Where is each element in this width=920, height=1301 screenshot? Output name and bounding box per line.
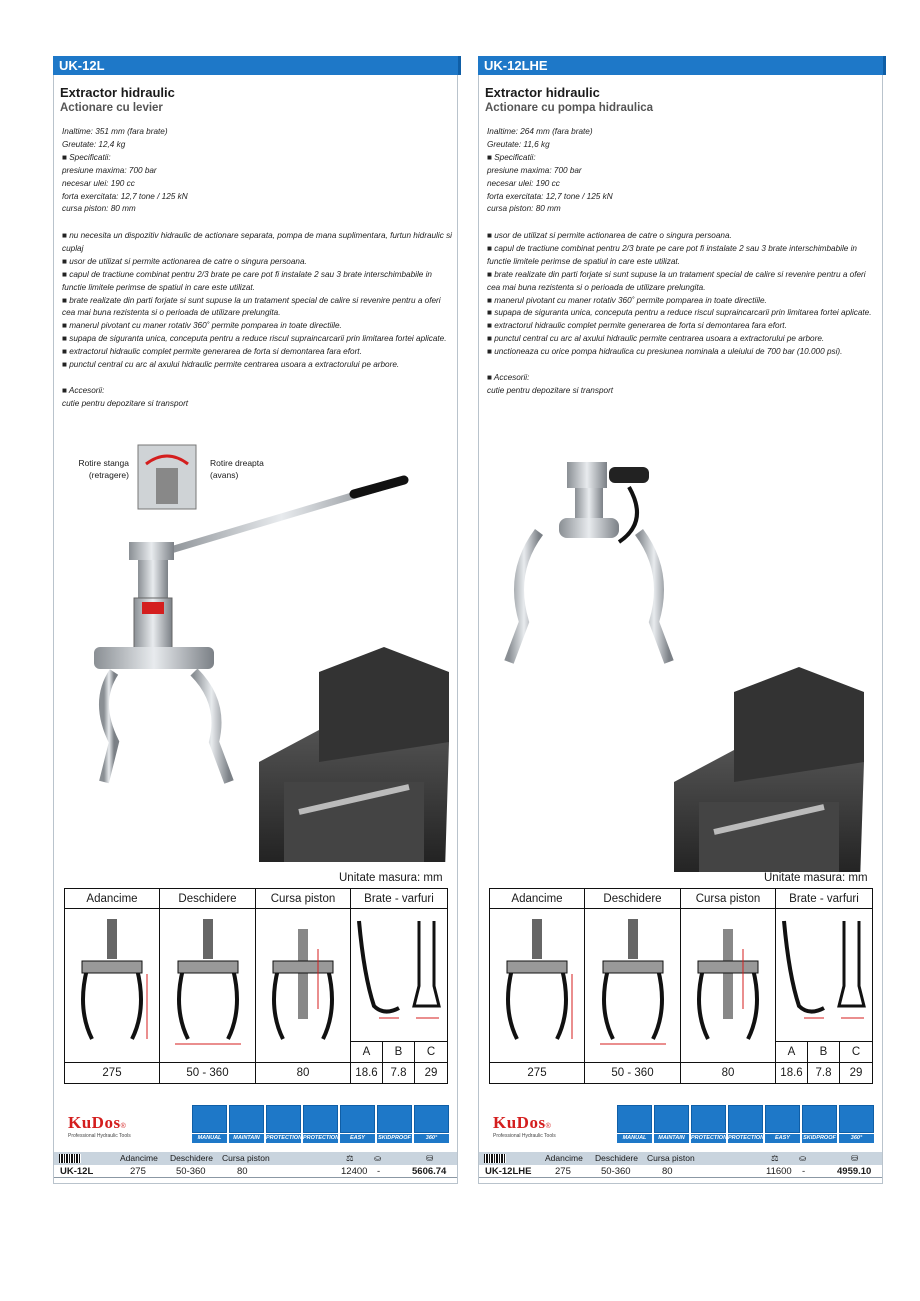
diagram-deschidere xyxy=(585,909,681,1063)
spec-line: forta exercitata: 12,7 tone / 125 kN xyxy=(62,191,188,201)
cylinder-icon: ⛀ xyxy=(799,1153,807,1163)
label-a: A xyxy=(776,1041,808,1062)
col-adancime: Adancime xyxy=(65,889,160,909)
diagram-adancime xyxy=(490,909,585,1063)
product-photo-lever-extractor xyxy=(54,442,457,862)
product-panel-uk12lhe xyxy=(478,56,883,1184)
value-deschidere: 50 - 360 xyxy=(585,1063,681,1084)
value-adancime: 275 xyxy=(490,1063,585,1084)
feature-badges xyxy=(617,1105,874,1143)
weight-icon: ⚖ xyxy=(346,1153,354,1163)
product-code-header: UK-12LHE xyxy=(478,56,883,75)
diagram-cursa xyxy=(681,909,776,1063)
feature-item: ■ usor de utilizat si permite actionarea de catre o singura persoana. xyxy=(62,256,307,266)
coins-icon: ⛁ xyxy=(426,1153,434,1163)
spec-line: ■ Specificatii: xyxy=(62,152,111,162)
value-c: 29 xyxy=(840,1063,873,1084)
feature-item: ■ punctul central cu arc al axului hidraulic permite centrarea usoara a extractorului pe arbore. xyxy=(487,334,825,344)
bottom-cursa: 80 xyxy=(237,1166,248,1177)
bottom-weight: 11600 xyxy=(766,1166,792,1177)
spec-list xyxy=(487,126,879,216)
kudos-logo: KuDos® Professional Hydraulic Tools xyxy=(68,1113,131,1139)
feature-item: ■ brate realizate din parti forjate si sunt supuse la un tratament special de calire si revenire pentru a oferi cea mai buna rezistenta si o perioada de utilizare prelungita. xyxy=(487,269,866,292)
feature-item: ■ nu necesita un dispozitiv hidraulic de actionare separata, pompa de mana suplimentara, furtun hidraulic si cuplaj xyxy=(62,231,452,253)
spec-list xyxy=(62,126,454,216)
feature-item: ■ manerul pivotant cu maner rotativ 360˚ permite pomparea in toate directiile. xyxy=(62,321,342,331)
col-cursa: Cursa piston xyxy=(681,889,776,909)
value-adancime: 275 xyxy=(65,1063,160,1084)
product-subtitle: Actionare cu pompa hidraulica xyxy=(485,102,654,114)
bottom-code: UK-12LHE xyxy=(485,1166,532,1177)
label-b: B xyxy=(808,1041,840,1062)
manual-icon: MANUAL xyxy=(617,1105,652,1143)
weight-icon: ⚖ xyxy=(771,1153,779,1163)
rotation-left-label: Rotire stanga (retragere) xyxy=(78,458,129,480)
spec-line: Greutate: 12,4 kg xyxy=(62,139,126,149)
accessories-label: ■ Accesorii: xyxy=(62,385,105,395)
cylinder-icon: ⛀ xyxy=(374,1153,382,1163)
spec-line: forta exercitata: 12,7 tone / 125 kN xyxy=(487,191,613,201)
diagram-cursa xyxy=(256,909,351,1063)
value-b: 7.8 xyxy=(808,1063,840,1084)
feature-item: ■ manerul pivotant cu maner rotativ 360˚ permite pomparea in toate directiile. xyxy=(487,295,767,305)
value-a: 18.6 xyxy=(776,1063,808,1084)
accessories-text: cutie pentru depozitare si transport xyxy=(62,398,189,408)
feature-item: ■ supapa de siguranta unica, conceputa pentru a reduce riscul supraincarcarii prin limitarea fortei aplicate. xyxy=(62,334,447,344)
spec-line: necesar ulei: 190 cc xyxy=(62,178,135,188)
rotate-360-icon: 360° xyxy=(839,1105,874,1143)
spec-line: cursa piston: 80 mm xyxy=(487,204,561,214)
col-cursa: Cursa piston xyxy=(256,889,351,909)
label-c: C xyxy=(840,1041,873,1062)
skidproof-icon: SKIDPROOF xyxy=(377,1105,412,1143)
barcode-icon xyxy=(59,1154,81,1163)
value-c: 29 xyxy=(415,1063,448,1084)
spec-line: Inaltime: 264 mm (fara brate) xyxy=(487,127,593,136)
accessories-text: cutie pentru depozitare si transport xyxy=(487,385,614,395)
col-brate: Brate - varfuri xyxy=(776,889,873,909)
feature-item: ■ capul de tractiune combinat pentru 2/3 brate pe care pot fi instalate 2 sau 3 brate interschimbabile in functie limitele perimse de spatiul in care este utilizat. xyxy=(487,243,857,266)
value-cursa: 80 xyxy=(256,1063,351,1084)
maintain-icon: MAINTAIN xyxy=(654,1105,689,1143)
product-subtitle: Actionare cu levier xyxy=(60,102,163,114)
diagram-adancime xyxy=(65,909,160,1063)
feature-item: ■ extractorul hidraulic complet permite generarea de forta si demontarea fara efort. xyxy=(62,347,362,357)
feature-item: ■ unctioneaza cu orice pompa hidraulica cu presiunea nominala a uleiului de 700 bar (10.000 psi). xyxy=(487,347,843,357)
bottom-adancime: 275 xyxy=(555,1166,571,1177)
spec-line: Inaltime: 351 mm (fara brate) xyxy=(62,127,168,136)
product-title: Extractor hidraulic xyxy=(60,85,175,100)
feature-badges xyxy=(192,1105,449,1143)
bottom-dash: - xyxy=(802,1166,806,1177)
product-code-header: UK-12L xyxy=(53,56,458,75)
spec-line: cursa piston: 80 mm xyxy=(62,204,136,214)
bottom-weight: 12400 xyxy=(341,1166,368,1177)
hand-protection-icon: PROTECTION xyxy=(728,1105,763,1143)
product-panel-uk12l xyxy=(53,56,458,1184)
unit-label: Unitate masura: mm xyxy=(764,872,868,884)
diagram-brate-varfuri xyxy=(776,909,873,1042)
label-a: A xyxy=(351,1041,383,1062)
bottom-code: UK-12L xyxy=(60,1166,94,1177)
dimensions-table xyxy=(489,888,873,1084)
col-brate: Brate - varfuri xyxy=(351,889,448,909)
col-adancime: Adancime xyxy=(490,889,585,909)
skidproof-icon: SKIDPROOF xyxy=(802,1105,837,1143)
rotation-right-label: Rotire dreapta (avans) xyxy=(210,458,264,480)
accessories-label: ■ Accesorii: xyxy=(487,372,530,382)
product-photo-hydraulic-extractor xyxy=(479,452,882,872)
hand-protection-icon: PROTECTION xyxy=(303,1105,338,1143)
feature-list xyxy=(487,230,881,398)
unit-label: Unitate masura: mm xyxy=(339,872,443,884)
kudos-logo: KuDos® Professional Hydraulic Tools xyxy=(493,1113,556,1139)
value-deschidere: 50 - 360 xyxy=(160,1063,256,1084)
eye-protection-icon: PROTECTION xyxy=(691,1105,726,1143)
bottom-dash: - xyxy=(377,1166,381,1177)
spec-line: presiune maxima: 700 bar xyxy=(62,165,157,175)
value-cursa: 80 xyxy=(681,1063,776,1084)
value-b: 7.8 xyxy=(383,1063,415,1084)
bottom-deschidere: 50-360 xyxy=(176,1166,206,1177)
storage-case-image xyxy=(674,667,864,872)
feature-item: ■ supapa de siguranta unica, conceputa pentru a reduce riscul supraincarcarii prin limitarea fortei aplicate. xyxy=(487,308,872,318)
easy-icon: EASY xyxy=(765,1105,800,1143)
manual-icon: MANUAL xyxy=(192,1105,227,1143)
feature-item: ■ capul de tractiune combinat pentru 2/3 brate pe care pot fi instalate 2 sau 3 brate interschimbabile in functie limitele perimse de spatiul in care este utilizat. xyxy=(62,269,432,292)
label-b: B xyxy=(383,1041,415,1062)
feature-list xyxy=(62,230,456,411)
maintain-icon: MAINTAIN xyxy=(229,1105,264,1143)
feature-item: ■ brate realizate din parti forjate si sunt supuse la un tratament special de calire si revenire pentru a oferi cea mai buna rezistenta si o perioada de utilizare prelungita. xyxy=(62,295,441,318)
feature-item: ■ usor de utilizat si permite actionarea de catre o singura persoana. xyxy=(487,231,732,240)
feature-item: ■ punctul central cu arc al axului hidraulic permite centrarea usoara a extractorului pe arbore. xyxy=(62,360,400,370)
diagram-brate-varfuri xyxy=(351,909,448,1042)
dimensions-table xyxy=(64,888,448,1084)
storage-case-image xyxy=(259,647,449,862)
col-deschidere: Deschidere xyxy=(160,889,256,909)
easy-icon: EASY xyxy=(340,1105,375,1143)
eye-protection-icon: PROTECTION xyxy=(266,1105,301,1143)
product-title: Extractor hidraulic xyxy=(485,85,600,100)
feature-item: ■ extractorul hidraulic complet permite generarea de forta si demontarea fara efort. xyxy=(487,321,787,331)
diagram-deschidere xyxy=(160,909,256,1063)
label-c: C xyxy=(415,1041,448,1062)
brand-row xyxy=(479,1105,882,1145)
bottom-price: 4959.10 xyxy=(837,1166,872,1177)
bottom-cursa: 80 xyxy=(662,1166,673,1177)
value-a: 18.6 xyxy=(351,1063,383,1084)
coins-icon: ⛁ xyxy=(851,1153,859,1163)
rotate-360-icon: 360° xyxy=(414,1105,449,1143)
bottom-price: 5606.74 xyxy=(412,1166,447,1177)
spec-line: Greutate: 11,6 kg xyxy=(487,139,550,149)
product-info-bar: Adancime Deschidere Cursa piston ⚖ ⛀ ⛁ UK-12L 275 50-360 80 12400 - 5606.74 xyxy=(54,1152,457,1178)
spec-line: ■ Specificatii: xyxy=(487,152,536,162)
spec-line: presiune maxima: 700 bar xyxy=(487,165,582,175)
product-info-bar: Adancime Deschidere Cursa piston ⚖ ⛀ ⛁ UK-12LHE 275 50-360 80 11600 - 4959.10 xyxy=(479,1152,882,1178)
spec-line: necesar ulei: 190 cc xyxy=(487,178,560,188)
barcode-icon xyxy=(484,1154,506,1163)
brand-row xyxy=(54,1105,457,1145)
bottom-adancime: 275 xyxy=(130,1166,146,1177)
bottom-deschidere: 50-360 xyxy=(601,1166,631,1177)
col-deschidere: Deschidere xyxy=(585,889,681,909)
